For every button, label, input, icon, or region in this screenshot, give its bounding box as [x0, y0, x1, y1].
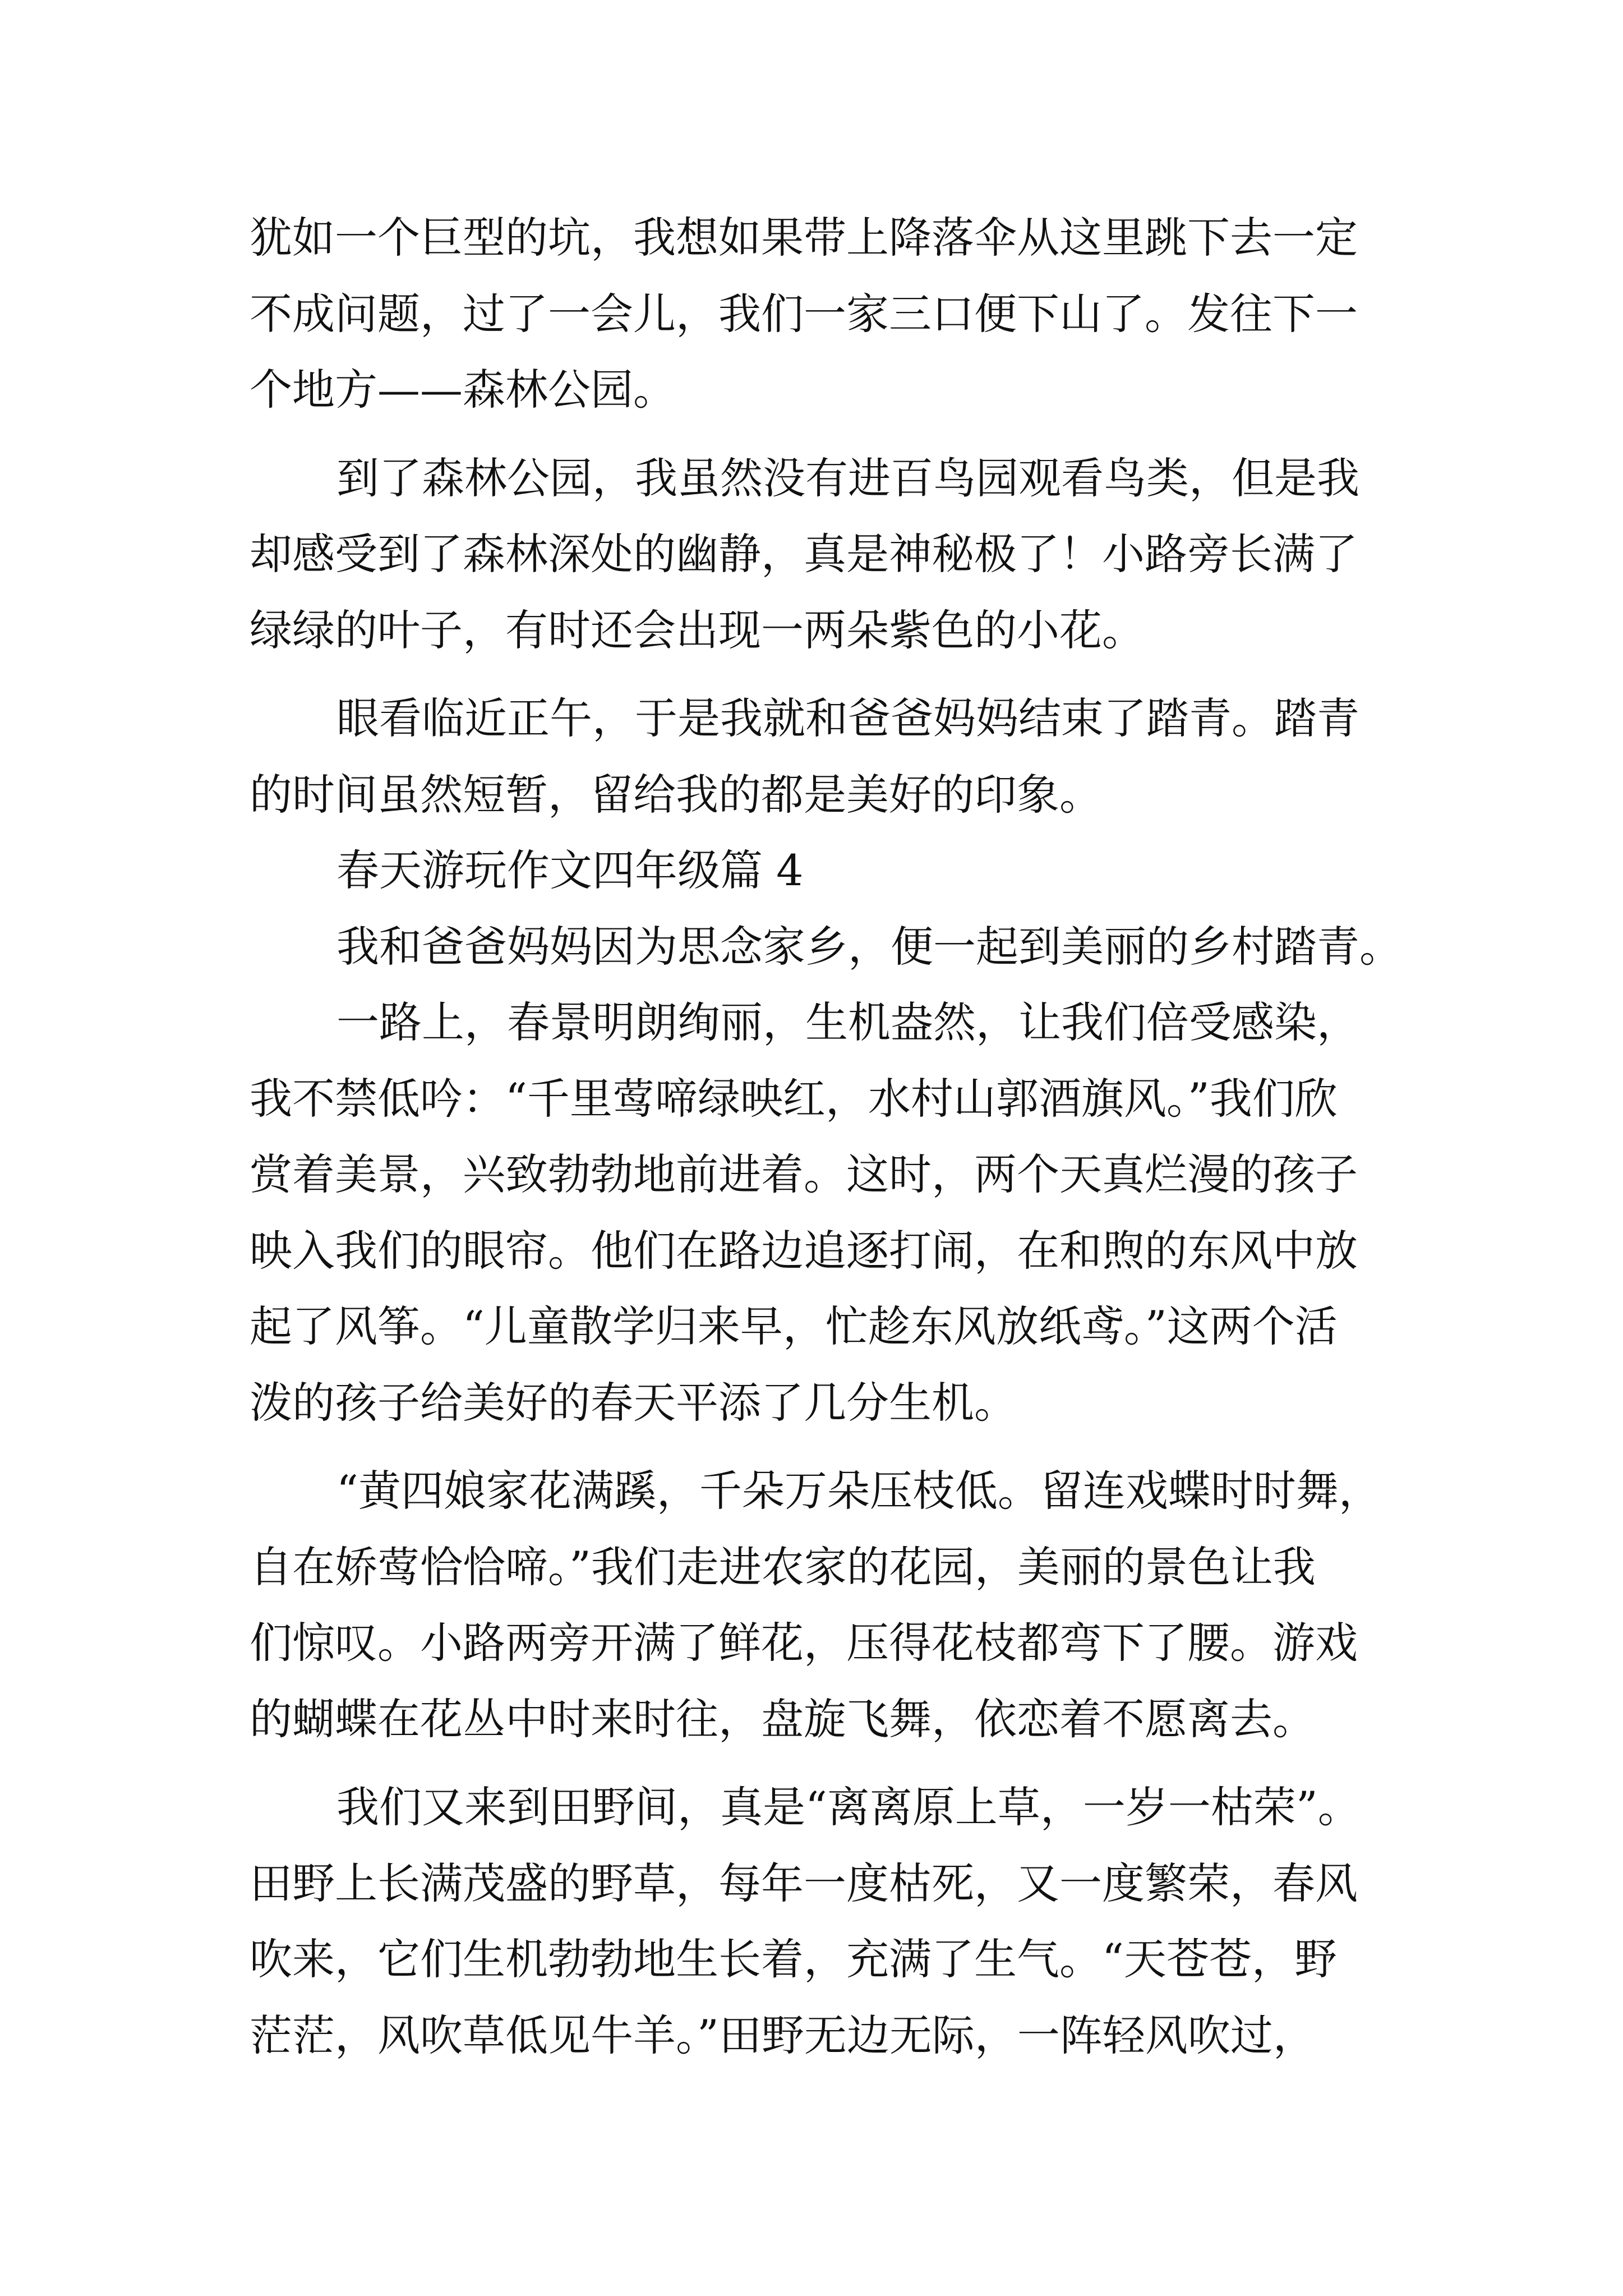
paragraph-first-line: 一路上，春景明朗绚丽，生机盎然，让我们倍受感染， [336, 997, 1359, 1047]
text-line: 个地方——森林公园。 [250, 365, 676, 415]
text-line: 不成问题，过了一会儿，我们一家三口便下山了。发往下一 [250, 288, 1358, 339]
text-line: 自在娇莺恰恰啼。”我们走进农家的花园，美丽的景色让我 [250, 1542, 1316, 1592]
paragraph-first-line: 我和爸爸妈妈因为思念家乡，便一起到美丽的乡村踏青。 [336, 921, 1402, 972]
text-line: 吹来，它们生机勃勃地生长着，充满了生气。“天苍苍，野 [250, 1934, 1337, 1984]
text-line: 泼的孩子给美好的春天平添了几分生机。 [250, 1377, 1017, 1428]
paragraph-first-line: 眼看临近正午，于是我就和爸爸妈妈结束了踏青。踏青 [336, 693, 1359, 743]
text-line: 的时间虽然短暂，留给我的都是美好的印象。 [250, 769, 1102, 820]
paragraph-first-line: 到了森林公园，我虽然没有进百鸟园观看鸟类，但是我 [336, 453, 1359, 503]
text-line: 们惊叹。小路两旁开满了鲜花，压得花枝都弯下了腰。游戏 [250, 1618, 1358, 1668]
text-line: 田野上长满茂盛的野草，每年一度枯死，又一度繁荣，春风 [250, 1858, 1358, 1908]
text-line: 起了风筝。“儿童散学归来早，忙趁东风放纸鸢。”这两个活 [250, 1301, 1338, 1351]
text-line: 却感受到了森林深处的幽静，真是神秘极了！小路旁长满了 [250, 529, 1358, 579]
text-line: 犹如一个巨型的坑，我想如果带上降落伞从这里跳下去一定 [250, 213, 1358, 263]
text-line: 的蝴蝶在花丛中时来时往，盘旋飞舞，依恋着不愿离去。 [250, 1694, 1315, 1744]
text-line: 绿绿的叶子，有时还会出现一两朵紫色的小花。 [250, 605, 1145, 655]
text-line: 赏着美景，兴致勃勃地前进着。这时，两个天真烂漫的孩子 [250, 1149, 1358, 1199]
text-line: 映入我们的眼帘。他们在路边追逐打闹，在和煦的东风中放 [250, 1225, 1358, 1276]
text-line: 茫茫，风吹草低见牛羊。”田野无边无际，一阵轻风吹过， [250, 2010, 1316, 2060]
text-line: 我不禁低吟：“千里莺啼绿映红，水村山郭酒旗风。”我们欣 [250, 1073, 1338, 1124]
article-body [250, 200, 1422, 2073]
paragraph-first-line: 我们又来到田野间，真是“离离原上草，一岁一枯荣”。 [336, 1782, 1361, 1832]
paragraph-first-line: “黄四娘家花满蹊，千朵万朵压枝低。留连戏蝶时时舞， [336, 1466, 1381, 1516]
section-heading: 春天游玩作文四年级篇 4 [336, 845, 804, 895]
